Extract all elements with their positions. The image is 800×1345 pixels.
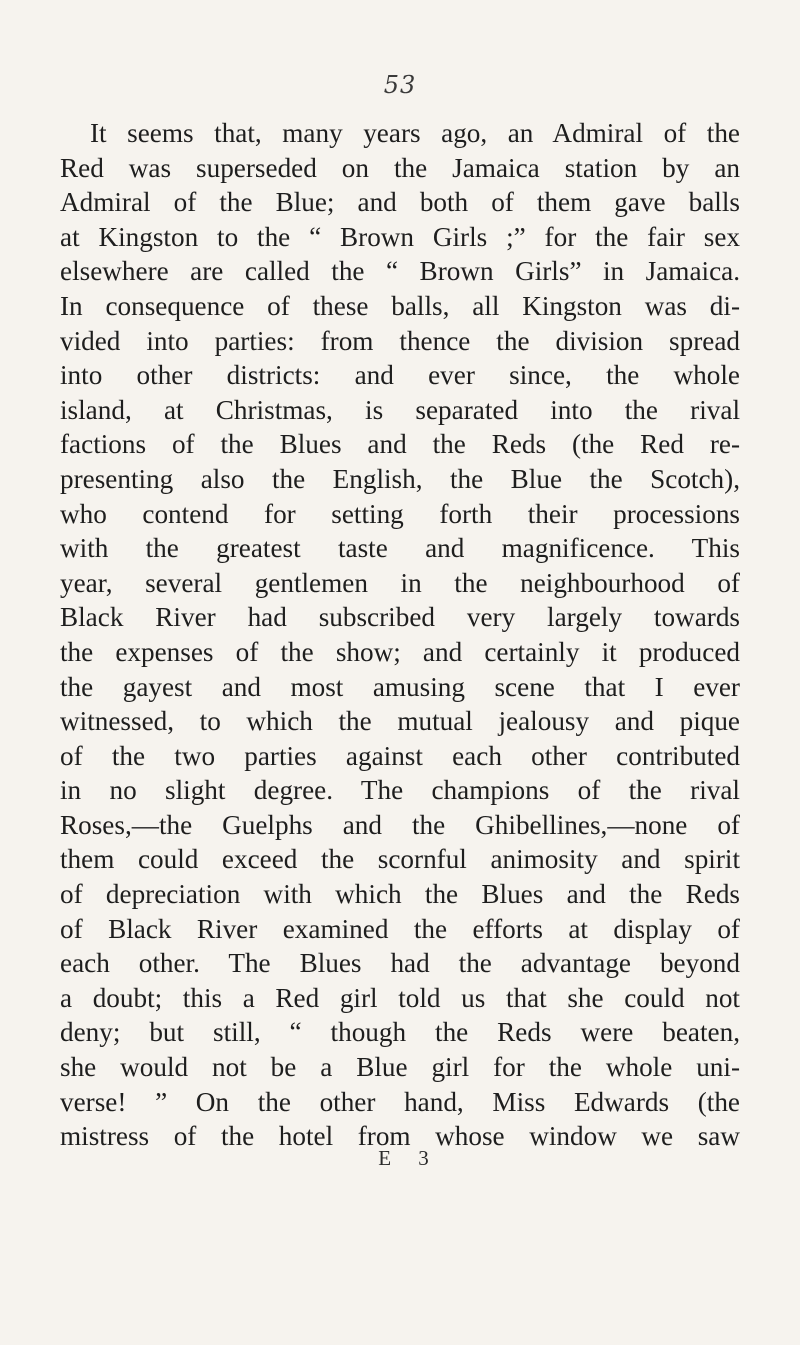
- text-line: verse! ” On the other hand, Miss Edwards (the: [60, 1086, 740, 1117]
- text-line: she would not be a Blue girl for the whole uni-: [60, 1052, 740, 1083]
- text-line: Black River had subscribed very largely towards: [60, 602, 740, 633]
- text-line: Admiral of the Blue; and both of them gave balls: [60, 187, 740, 218]
- text-line: In consequence of these balls, all Kingston was di-: [60, 290, 740, 321]
- text-line: in no slight degree. The champions of the rival: [60, 775, 740, 806]
- text-line: It seems that, many years ago, an Admiral of the: [90, 118, 740, 148]
- text-line: vided into parties: from thence the division spread: [60, 325, 740, 356]
- text-line: witnessed, to which the mutual jealousy and pique: [60, 706, 740, 737]
- text-line: into other districts: and ever since, the whole: [60, 360, 740, 391]
- text-line: the gayest and most amusing scene that I ever: [60, 671, 740, 702]
- text-line: Roses,—the Guelphs and the Ghibellines,—none of: [60, 809, 740, 840]
- text-line: the expenses of the show; and certainly it produced: [60, 636, 740, 667]
- text-line: each other. The Blues had the advantage beyond: [60, 948, 740, 979]
- text-line: island, at Christmas, is separated into the rival: [60, 394, 740, 425]
- text-line: them could exceed the scornful animosity and spirit: [60, 844, 740, 875]
- text-line: presenting also the English, the Blue the Scotch),: [60, 463, 740, 494]
- text-line: Red was superseded on the Jamaica station by an: [60, 152, 740, 183]
- text-line: of the two parties against each other contributed: [60, 740, 740, 771]
- text-line: with the greatest taste and magnificence. This: [60, 533, 740, 564]
- text-line: mistress of the hotel from whose window we saw: [60, 1121, 740, 1152]
- text-line: deny; but still, “ though the Reds were beaten,: [60, 1017, 740, 1048]
- text-line: factions of the Blues and the Reds (the Red re-: [60, 429, 740, 460]
- text-line: elsewhere are called the “ Brown Girls” in Jamaica.: [60, 256, 740, 287]
- text-line: who contend for setting forth their processions: [60, 498, 740, 529]
- text-line: year, several gentlemen in the neighbourhood of: [60, 567, 740, 598]
- text-line: a doubt; this a Red girl told us that she could not: [60, 982, 740, 1013]
- text-line: at Kingston to the “ Brown Girls ;” for the fair sex: [60, 221, 740, 252]
- text-line: of Black River examined the efforts at display of: [60, 913, 740, 944]
- body-text: [60, 116, 740, 1154]
- page-number: 53: [383, 71, 417, 99]
- text-line: of depreciation with which the Blues and the Reds: [60, 879, 740, 910]
- signature-mark: E 3: [378, 1146, 440, 1170]
